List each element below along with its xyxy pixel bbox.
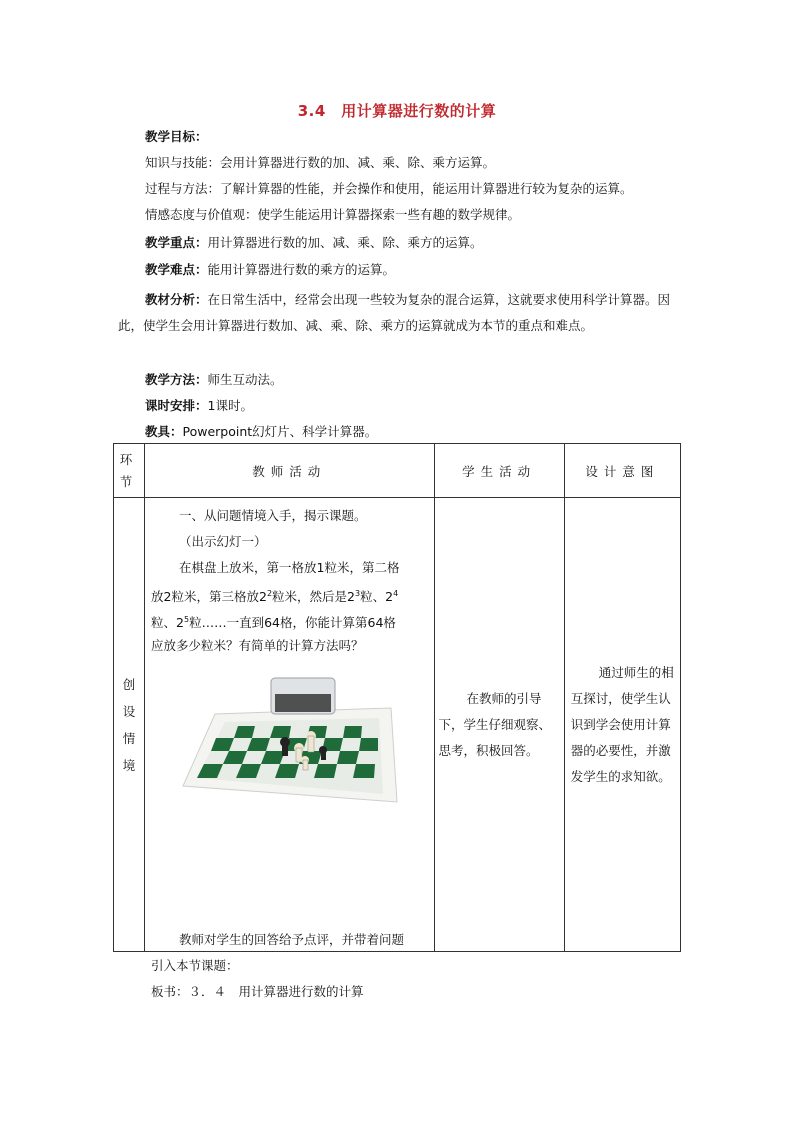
difficulty [145,257,395,283]
design-intent-text: 通过师生的相互探讨，使学生认识到学会使用计算器的必要性，并激发学生的求知欲。 [570,664,674,784]
objective-emotion: 情感态度与价值观：使学生能运用计算器探索一些有趣的数学规律。 [145,207,521,222]
exponent: 5 [184,615,190,624]
teacher-text: 粒……一直到64格，你能计算第64格 [189,615,396,631]
header-teacher: 教师活动 [145,444,435,498]
teacher-activity-cell [145,498,435,999]
teacher-text: 放2粒米，第三格放2 [151,589,267,605]
objective-knowledge: 知识与技能：会用计算器进行数的加、减、乘、除、乘方运算。 [145,155,496,170]
material-analysis [118,287,678,339]
teacher-line: 应放多少粒米？有简单的计算方法吗？ [151,638,364,653]
exponent: 2 [266,589,273,598]
tools-label: 教具： [145,424,183,439]
teacher-text: 粒、2 [360,589,394,605]
stage-char: 情 [122,730,136,746]
key-point-label: 教学重点： [145,235,208,250]
design-intent-cell [564,498,680,952]
page-title: 3.4 用计算器进行数的计算 [297,102,497,120]
analysis-text: 在日常生活中，经常会出现一些较为复杂的混合运算，这就要求使用科学计算器。因此，使学生会用计算器进行数加、减、乘、除、乘方的运算就成为本节的重点和难点。 [118,292,671,333]
teacher-line [151,581,429,610]
analysis-label: 教材分析： [145,292,208,307]
table-header-row [114,444,681,498]
teacher-line: 教师对学生的回答给予点评，并带着问题 [179,932,405,947]
schedule [145,393,253,419]
method-text: 师生互动法。 [207,372,283,387]
teacher-line [151,607,429,636]
key-point-text: 用计算器进行数的加、减、乘、除、乘方的运算。 [207,235,483,250]
student-activity-text: 在教师的引导下，学生仔细观察、思考，积极回答。 [438,690,552,758]
header-stage-line2: 节 [119,473,139,489]
teacher-board-note: 板书：３．４ 用计算器进行数的计算 [151,984,364,999]
table-row [114,498,681,952]
key-point [145,230,483,256]
lesson-table [113,443,681,999]
student-activity-cell [434,498,564,952]
stage-cell [114,498,145,952]
tools-text: Powerpoint幻灯片、科学计算器。 [182,424,378,439]
teacher-text: 粒、2 [151,615,184,631]
stage-char: 设 [122,703,136,719]
stage-char: 境 [122,757,136,773]
objective-process: 过程与方法：了解计算器的性能，并会操作和使用，能运用计算器进行较为复杂的运算。 [145,181,633,196]
teacher-line: 在棋盘上放米，第一格放1粒米，第二格 [179,560,400,575]
chessboard-image [175,674,413,814]
schedule-label: 课时安排： [145,398,208,413]
header-design: 设计意图 [564,444,680,498]
difficulty-text: 能用计算器进行数的乘方的运算。 [207,262,396,277]
objectives-heading [145,124,208,150]
exponent: 3 [355,589,361,598]
exponent: 4 [393,589,399,598]
schedule-text: 1课时。 [207,398,253,413]
teaching-tools [145,419,377,445]
stage-char: 创 [122,676,136,692]
header-student: 学生活动 [434,444,564,498]
header-stage [114,444,145,498]
teaching-method [145,367,283,393]
objectives-label: 教学目标： [145,129,208,144]
difficulty-label: 教学难点： [145,262,208,277]
method-label: 教学方法： [145,372,208,387]
teacher-line: 引入本节课题： [151,958,239,973]
teacher-line: （出示幻灯一） [179,534,267,549]
header-stage-line1: 环 [119,451,139,467]
teacher-text: 粒米，然后是2 [272,589,356,605]
teacher-line: 一、从问题情境入手，揭示课题。 [179,508,367,523]
